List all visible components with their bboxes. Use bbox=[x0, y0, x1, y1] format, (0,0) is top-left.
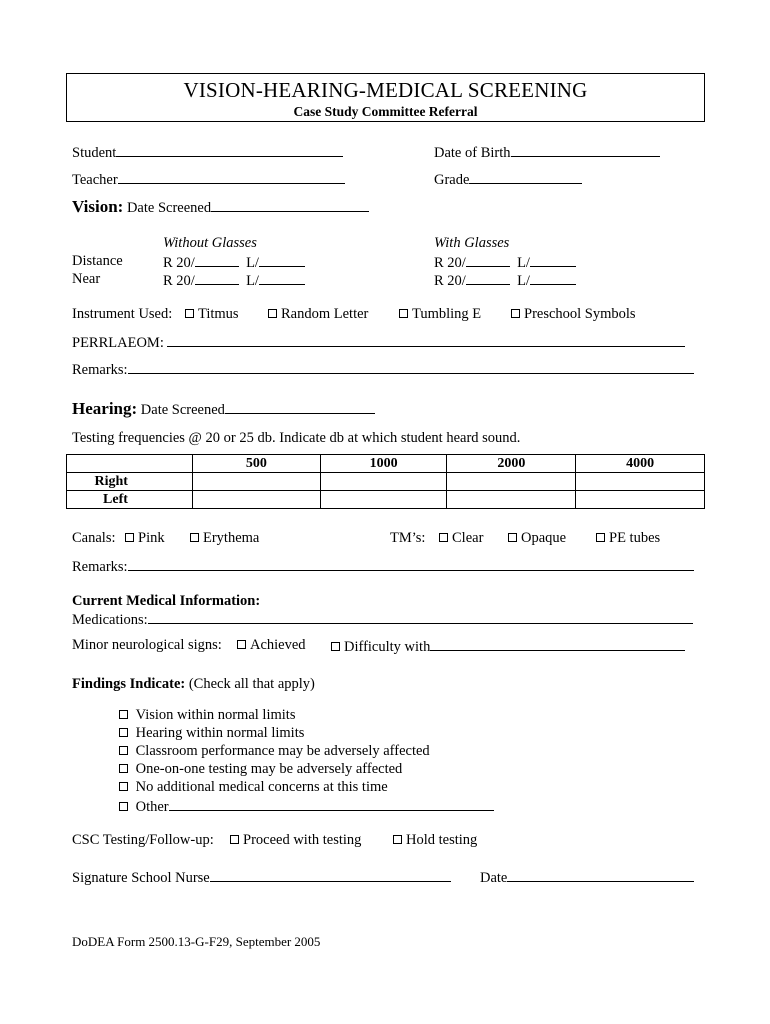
findings-heading-row bbox=[72, 676, 315, 693]
form-title: VISION-HEARING-MEDICAL SCREENING bbox=[183, 78, 588, 102]
option-label: Opaque bbox=[521, 530, 567, 546]
l-label: L/ bbox=[517, 273, 530, 289]
db-cell[interactable] bbox=[576, 491, 705, 509]
checkbox-icon[interactable] bbox=[237, 640, 246, 649]
with-glasses-heading: With Glasses bbox=[434, 235, 510, 251]
without-glasses-heading: Without Glasses bbox=[163, 235, 257, 251]
dob-label: Date of Birth bbox=[434, 145, 511, 161]
medications-label: Medications: bbox=[72, 612, 148, 628]
nurse-signature-label: Signature School Nurse bbox=[72, 870, 210, 886]
distance-without-acuity bbox=[163, 253, 305, 272]
vision-remarks-field bbox=[72, 360, 694, 379]
option-label: Tumbling E bbox=[412, 306, 482, 322]
perrlaeom-input[interactable] bbox=[167, 333, 685, 347]
checkbox-icon[interactable] bbox=[331, 642, 340, 651]
medications-input[interactable] bbox=[148, 610, 693, 624]
teacher-input[interactable] bbox=[118, 170, 345, 184]
difficulty-input[interactable] bbox=[430, 637, 685, 651]
dob-field bbox=[434, 143, 660, 162]
option-label: PE tubes bbox=[609, 530, 661, 546]
db-cell[interactable] bbox=[192, 491, 320, 509]
freq-header: 1000 bbox=[320, 455, 447, 473]
instrument-option-random-letter[interactable] bbox=[268, 306, 368, 323]
hearing-remarks-input[interactable] bbox=[128, 557, 694, 571]
vision-remarks-label: Remarks: bbox=[72, 362, 128, 378]
hearing-instructions: Testing frequencies @ 20 or 25 db. Indicate db at which student heard sound. bbox=[72, 430, 521, 446]
db-cell[interactable] bbox=[192, 473, 320, 491]
distance-with-acuity bbox=[434, 253, 576, 272]
vision-date-label: Date Screened bbox=[126, 200, 212, 216]
canals-label: Canals: bbox=[72, 530, 116, 546]
finding-item-hearing[interactable] bbox=[119, 725, 304, 742]
grade-input[interactable] bbox=[469, 170, 582, 184]
checkbox-icon[interactable] bbox=[119, 764, 128, 773]
option-label: Achieved bbox=[250, 637, 306, 653]
hearing-remarks-field bbox=[72, 557, 694, 576]
finding-item-no-concerns[interactable] bbox=[119, 779, 388, 796]
finding-label: No additional medical concerns at this time bbox=[135, 779, 388, 795]
findings-heading: Findings Indicate: bbox=[72, 676, 186, 692]
option-label: Erythema bbox=[203, 530, 260, 546]
checkbox-icon[interactable] bbox=[393, 835, 402, 844]
finding-label: Other bbox=[135, 799, 169, 815]
hearing-heading: Hearing: bbox=[72, 399, 138, 418]
tm-option-clear[interactable] bbox=[439, 530, 483, 547]
near-without-acuity bbox=[163, 271, 305, 290]
freq-header: 2000 bbox=[447, 455, 576, 473]
teacher-field bbox=[72, 170, 345, 189]
hearing-frequency-table bbox=[66, 454, 705, 509]
finding-label: One-on-one testing may be adversely affected bbox=[135, 761, 403, 777]
checkbox-icon[interactable] bbox=[119, 802, 128, 811]
student-label: Student bbox=[72, 145, 117, 161]
hearing-heading-row bbox=[72, 399, 375, 419]
checkbox-icon[interactable] bbox=[596, 533, 605, 542]
option-label: Clear bbox=[452, 530, 484, 546]
form-subtitle: Case Study Committee Referral bbox=[293, 104, 478, 119]
acuity-input[interactable] bbox=[259, 253, 305, 267]
medications-field bbox=[72, 610, 693, 629]
db-cell[interactable] bbox=[320, 491, 447, 509]
freq-header: 4000 bbox=[576, 455, 705, 473]
perrlaeom-field bbox=[72, 333, 685, 352]
l-label: L/ bbox=[246, 255, 259, 271]
finding-item-classroom[interactable] bbox=[119, 743, 430, 760]
hearing-date-input[interactable] bbox=[225, 400, 375, 414]
db-cell[interactable] bbox=[447, 491, 576, 509]
ear-label-left: Left bbox=[67, 491, 193, 509]
l-label: L/ bbox=[246, 273, 259, 289]
instrument-label: Instrument Used: bbox=[72, 306, 173, 322]
form-id-footer: DoDEA Form 2500.13-G-F29, September 2005 bbox=[72, 934, 321, 949]
dob-input[interactable] bbox=[511, 143, 660, 157]
checkbox-icon[interactable] bbox=[230, 835, 239, 844]
option-label: Titmus bbox=[198, 306, 239, 322]
instrument-option-preschool[interactable] bbox=[511, 306, 636, 323]
other-input[interactable] bbox=[169, 797, 494, 811]
table-header-row bbox=[67, 455, 705, 473]
freq-header: 500 bbox=[192, 455, 320, 473]
r20-label: R 20/ bbox=[163, 255, 195, 271]
checkbox-icon[interactable] bbox=[119, 710, 128, 719]
option-label: Proceed with testing bbox=[243, 832, 362, 848]
grade-field bbox=[434, 170, 582, 189]
signature-date-label: Date bbox=[480, 870, 508, 886]
finding-label: Vision within normal limits bbox=[135, 707, 296, 723]
checkbox-icon[interactable] bbox=[119, 782, 128, 791]
ear-label-right: Right bbox=[67, 473, 193, 491]
acuity-input[interactable] bbox=[530, 271, 576, 285]
signature-date-input[interactable] bbox=[507, 868, 694, 882]
checkbox-icon[interactable] bbox=[268, 309, 277, 318]
r20-label: R 20/ bbox=[434, 255, 466, 271]
nurse-signature-input[interactable] bbox=[210, 868, 451, 882]
tm-option-opaque[interactable] bbox=[508, 530, 566, 547]
neuro-option-achieved[interactable] bbox=[237, 637, 306, 654]
checkbox-icon[interactable] bbox=[511, 309, 520, 318]
instrument-option-tumbling-e[interactable] bbox=[399, 306, 481, 323]
near-with-acuity bbox=[434, 271, 576, 290]
finding-label: Classroom performance may be adversely affected bbox=[135, 743, 430, 759]
db-cell[interactable] bbox=[576, 473, 705, 491]
canal-option-erythema[interactable] bbox=[190, 530, 259, 547]
r20-label: R 20/ bbox=[163, 273, 195, 289]
checkbox-icon[interactable] bbox=[399, 309, 408, 318]
vision-heading-row bbox=[72, 197, 369, 217]
finding-item-other[interactable] bbox=[119, 797, 494, 816]
corner-cell bbox=[67, 455, 193, 473]
table-row bbox=[67, 473, 705, 491]
db-cell[interactable] bbox=[320, 473, 447, 491]
vision-remarks-input[interactable] bbox=[128, 360, 694, 374]
neuro-label: Minor neurological signs: bbox=[72, 637, 222, 653]
option-label: Preschool Symbols bbox=[524, 306, 636, 322]
instrument-option-titmus[interactable] bbox=[185, 306, 239, 323]
finding-item-one-on-one[interactable] bbox=[119, 761, 402, 778]
followup-option-proceed[interactable] bbox=[230, 832, 361, 849]
option-label: Random Letter bbox=[281, 306, 369, 322]
db-cell[interactable] bbox=[447, 473, 576, 491]
option-label: Difficulty with bbox=[344, 639, 431, 655]
tm-label: TM’s: bbox=[390, 530, 426, 546]
vision-heading: Vision: bbox=[72, 197, 124, 216]
acuity-input[interactable] bbox=[466, 271, 510, 285]
option-label: Hold testing bbox=[406, 832, 478, 848]
signature-date-field bbox=[480, 868, 694, 887]
grade-label: Grade bbox=[434, 172, 470, 188]
followup-option-hold[interactable] bbox=[393, 832, 477, 849]
canal-option-pink[interactable] bbox=[125, 530, 165, 547]
checkbox-icon[interactable] bbox=[439, 533, 448, 542]
student-field bbox=[72, 143, 343, 162]
hearing-remarks-label: Remarks: bbox=[72, 559, 128, 575]
acuity-input[interactable] bbox=[195, 253, 239, 267]
perrlaeom-label: PERRLAEOM: bbox=[72, 335, 164, 351]
nurse-signature-field bbox=[72, 868, 451, 887]
finding-label: Hearing within normal limits bbox=[135, 725, 305, 741]
table-row bbox=[67, 491, 705, 509]
checkbox-icon[interactable] bbox=[119, 728, 128, 737]
l-label: L/ bbox=[517, 255, 530, 271]
teacher-label: Teacher bbox=[72, 172, 118, 188]
checkbox-icon[interactable] bbox=[185, 309, 194, 318]
acuity-input[interactable] bbox=[259, 271, 305, 285]
followup-label: CSC Testing/Follow-up: bbox=[72, 832, 214, 848]
checkbox-icon[interactable] bbox=[125, 533, 134, 542]
r20-label: R 20/ bbox=[434, 273, 466, 289]
checkbox-icon[interactable] bbox=[190, 533, 199, 542]
vision-date-input[interactable] bbox=[211, 198, 369, 212]
checkbox-icon[interactable] bbox=[119, 746, 128, 755]
student-input[interactable] bbox=[116, 143, 343, 157]
acuity-input[interactable] bbox=[466, 253, 510, 267]
distance-label: Distance bbox=[72, 253, 123, 269]
hearing-date-label: Date Screened bbox=[140, 402, 225, 418]
finding-item-vision[interactable] bbox=[119, 707, 295, 724]
near-label: Near bbox=[72, 271, 101, 287]
acuity-input[interactable] bbox=[530, 253, 576, 267]
checkbox-icon[interactable] bbox=[508, 533, 517, 542]
medical-heading: Current Medical Information: bbox=[72, 593, 261, 609]
tm-option-pe-tubes[interactable] bbox=[596, 530, 660, 547]
option-label: Pink bbox=[138, 530, 165, 546]
acuity-input[interactable] bbox=[195, 271, 239, 285]
findings-note: (Check all that apply) bbox=[188, 676, 315, 692]
neuro-option-difficulty[interactable] bbox=[331, 637, 685, 656]
title-box bbox=[66, 73, 705, 122]
